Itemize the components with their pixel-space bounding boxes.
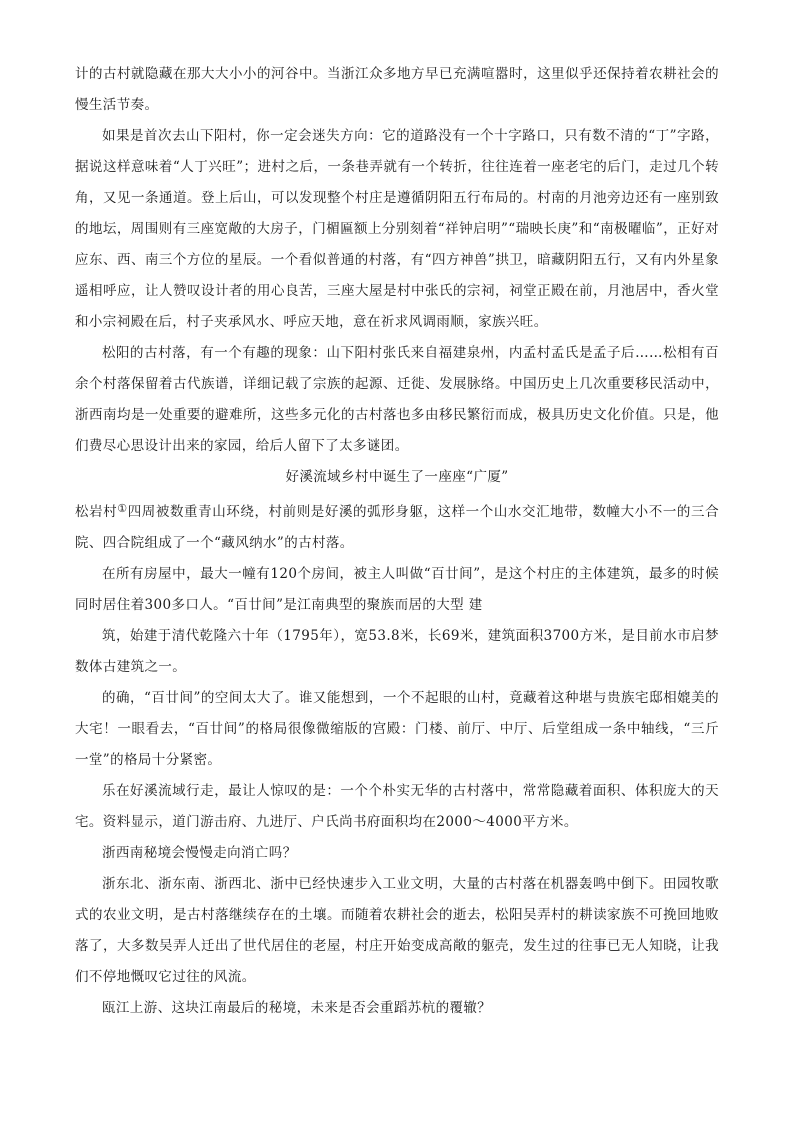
footnote-marker: ① — [117, 502, 128, 515]
paragraph-baiernian-layout: 的确，“百廿间”的空间太大了。谁又能想到，一个不起眼的山村，竟藏着这种堪与贵族宅邸相媲美的大宅！一眼看去，“百廿间”的格局很像微缩版的宫殿：门楼、前厅、中厅、后堂组成一条中轴线，“三斤一堂”的格局十分紧密。 — [75, 690, 719, 768]
paragraph-baiernian-intro: 在所有房屋中，最大一幢有120个房间，被主人叫做“百廿间”，是这个村庄的主体建筑，最多的时候同时居住着300多口人。“百廿间”是江南典型的聚族而居的大型 建 — [75, 566, 719, 613]
paragraph-shanxiayang-village: 如果是首次去山下阳村，你一定会迷失方向：它的道路没有一个十字路口，只有数不清的“丁”字路，据说这样意味着“人丁兴旺”；进村之后，一条巷弄就有一个转折，往往连着一座老宅的后门，走过几个转角，又见一条通道。登上后山，可以发现整个村庄是遵循阴阳五行布局的。村南的月池旁边还有一座别致的地坛，周围则有三座宽敞的大房子，门楣匾额上分别刻着“祥钟启明”“瑞映长庚”和“南极曜临”，正好对应东、西、南三个方位的星辰。一个看似普通的村落，有“四方神兽”拱卫，暗藏阴阳五行，又有内外星象遥相呼应，让人赞叹设计者的用心良苦，三座大屋是村中张氏的宗祠，祠堂正殿在前，月池居中，香火堂和小宗祠殿在后，村子夹承风水、呼应天地，意在祈求风调雨顺，家族兴旺。 — [75, 128, 719, 330]
paragraph-haoxi-mansions: 乐在好溪流域行走，最让人惊叹的是：一个个朴实无华的古村落中，常常隐藏着面积、体积庞大的天宅。资料显示，道门游击府、九进厅、户氏尚书府面积均在2000～4000平方米。 — [75, 783, 719, 830]
paragraph-industrialization: 浙东北、浙东南、浙西北、浙中已经快速步入工业文明，大量的古村落在机器轰鸣中倒下。田园牧歌式的农业文明，是古村落继续存在的土壤。而随着农耕社会的逝去，松阳吴弄村的耕读家族不可挽回地败落了，大多数吴弄人迁出了世代居住的老屋，村庄开始变成高敞的躯壳，发生过的往事已无人知晓，让我们不停地慨叹它过往的风流。 — [75, 876, 719, 985]
paragraph-question-future: 瓯江上游、这块江南最后的秘境，未来是否会重蹈苏杭的覆辙？ — [102, 1000, 492, 1016]
article-body — [75, 59, 719, 1024]
paragraph-songyan-village — [75, 493, 719, 559]
paragraph-songyang-villages: 松阳的古村落，有一个有趣的现象：山下阳村张氏来自福建泉州，内孟村孟氏是孟子后……松相有百余个村落保留着古代族谱，详细记载了宗族的起源、迁徙、发展脉络。中国历史上几次重要移民活动中，浙西南均是一处重要的避难所，这些多元化的古村落也多由移民繁衍而成，极具历史文化价值。只是，他们费尽心思设计出来的家园，给后人留下了太多谜团。 — [75, 345, 719, 454]
paragraph-songyan-village-body: 四周被数重青山环绕，村前则是好溪的弧形身躯，这样一个山水交汇地带，数幢大小不一的三合院、四合院组成了一个“藏风纳水”的古村落。 — [75, 504, 719, 551]
section-heading: 好溪流域乡村中诞生了一座座“广厦” — [285, 469, 509, 485]
paragraph-question-disappearing: 浙西南秘境会慢慢走向消亡吗？ — [102, 845, 297, 861]
paragraph-songyan-village-lead: 松岩村 — [75, 504, 118, 520]
paragraph-baiernian-dimensions: 筑，始建于清代乾隆六十年（1795年），宽53.8米，长69米，建筑面积3700方米，是目前水市启梦数体古建筑之一。 — [75, 628, 719, 675]
paragraph-continuation: 计的古村就隐藏在那大大小小的河谷中。当浙江众多地方早已充满喧嚣时，这里似乎还保持着农耕社会的慢生活节奏。 — [75, 66, 719, 113]
